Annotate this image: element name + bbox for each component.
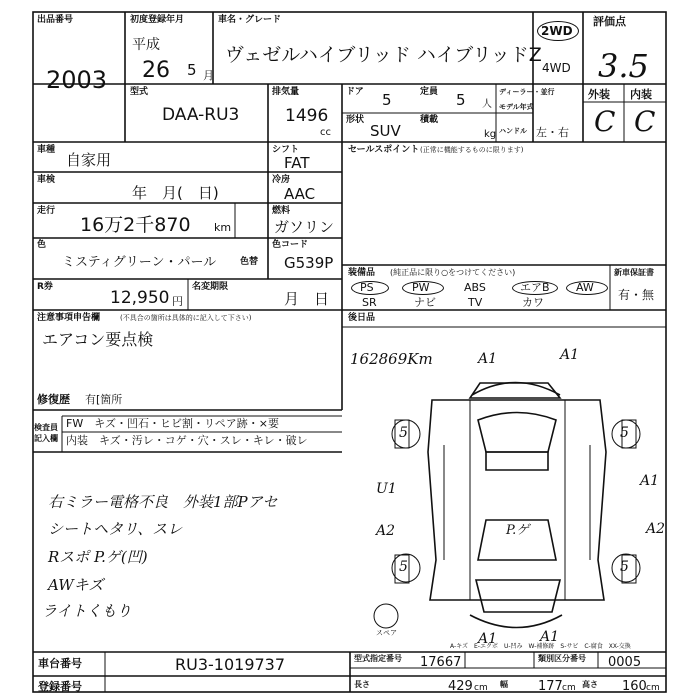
color-label: 色 — [37, 240, 47, 250]
score-label: 評価点 — [593, 15, 626, 28]
shift-label: シフト — [272, 145, 300, 155]
color-code: G539P — [284, 254, 334, 272]
cc-unit: cc — [320, 127, 331, 138]
mark-5-fr: 5 — [620, 425, 629, 441]
mark-a2-right: A2 — [646, 521, 666, 537]
repair-value: 有[箇所 — [85, 393, 123, 406]
equip-abs: ABS — [464, 281, 486, 294]
model-no-label: 型式指定番号 — [354, 654, 402, 663]
first-reg-label: 初度登録年月 — [130, 15, 185, 25]
handle-label: ハンドル — [499, 127, 527, 135]
equipment-hint: (純正品に限り○をつけてください) — [390, 268, 516, 277]
width-unit: cm — [562, 683, 576, 693]
car-name-label: 車名・グレード — [218, 15, 282, 25]
color-code-label: 色コード — [272, 240, 309, 250]
model-no: 17667 — [420, 655, 462, 670]
lot-number: 2003 — [46, 66, 108, 94]
mileage: 16万2千870 — [80, 214, 191, 236]
equip-ps: PS — [360, 281, 374, 294]
caution-hint: (不具合の箇所は具体的に記入して下さい) — [120, 314, 252, 322]
shift: FAT — [284, 154, 310, 172]
note-line-2: シートヘタリ、スレ — [48, 520, 183, 538]
length-unit: cm — [474, 683, 488, 693]
mileage-handwritten: 162869Km — [350, 350, 433, 368]
class-no: 0005 — [608, 655, 642, 670]
ext-label: 外装 — [588, 88, 610, 101]
equip-navi: ナビ — [414, 296, 436, 309]
equip-leather: カワ — [522, 296, 544, 309]
chassis-label: 車台番号 — [38, 657, 82, 670]
mark-a1-rear-left: A1 — [478, 631, 498, 647]
yen-unit: 円 — [172, 295, 183, 308]
caution-label: 注意事項申告欄 — [37, 313, 101, 323]
length: 429 — [448, 679, 473, 694]
new-car-value: 有・無 — [618, 288, 655, 302]
reg-number-label: 登録番号 — [38, 680, 82, 693]
mark-5-fl: 5 — [399, 425, 408, 441]
name-change-date: 月 日 — [284, 290, 330, 308]
inspection: 年 月( 日) — [132, 184, 219, 202]
int-label: 内装 — [630, 88, 652, 101]
ac: AAC — [284, 185, 316, 203]
model: DAA-RU3 — [162, 105, 240, 125]
width-label: 幅 — [500, 680, 508, 689]
mark-a1-rear-right: A1 — [540, 629, 560, 645]
note-line-3: Rスポ P.ゲ(凹) — [48, 548, 148, 566]
usage: 自家用 — [66, 151, 112, 169]
color: ミスティグリーン・パール — [62, 255, 217, 270]
ext-grade: C — [594, 105, 616, 138]
inspector-row-1: FW キズ・凹石・ヒビ割・リペア跡・×要 — [66, 417, 279, 430]
doors: 5 — [382, 91, 392, 109]
displacement: 1496 — [285, 106, 329, 126]
kg-unit: kg — [484, 129, 497, 140]
fuel: ガソリン — [274, 218, 335, 236]
seats-unit: 人 — [482, 99, 492, 110]
length-label: 長さ — [354, 680, 370, 689]
chassis-number: RU3-1019737 — [175, 655, 286, 674]
ac-label: 冷房 — [272, 175, 291, 185]
doors-label: ドア — [346, 87, 364, 97]
car-name: ヴェゼルハイブリッド ハイブリッドZ — [225, 44, 542, 66]
class-label: 類別区分番号 — [538, 654, 586, 663]
height-unit: cm — [646, 683, 660, 693]
equip-pw: PW — [412, 281, 430, 294]
mark-a1-front-right: A1 — [560, 347, 580, 363]
model-label: 型式 — [130, 87, 149, 97]
mark-pg: P.ゲ — [506, 523, 530, 538]
fuel-label: 燃料 — [272, 206, 291, 216]
mark-5-rr: 5 — [620, 559, 629, 575]
equip-tv: TV — [468, 296, 483, 309]
seats-label: 定員 — [420, 87, 439, 97]
usage-label: 車種 — [37, 145, 56, 155]
rear-label: 後日品 — [348, 313, 376, 323]
damage-legend: A-キズ E-エクボ U-凹み W-補修跡 S-サビ C-腐食 XX-交換 — [450, 643, 631, 650]
drive-2wd: 2WD — [541, 24, 573, 38]
handle: 左・右 — [536, 126, 569, 139]
load-label: 積載 — [420, 115, 439, 125]
shape: SUV — [370, 122, 401, 140]
era: 平成 — [132, 37, 160, 53]
height-label: 高さ — [582, 680, 598, 689]
mark-u1: U1 — [376, 481, 397, 497]
mark-a1-front-left: A1 — [478, 351, 498, 367]
new-car-label: 新車保証書 — [614, 268, 654, 277]
spare-label: スペア — [376, 629, 397, 637]
score: 3.5 — [598, 47, 649, 85]
recycle: 12,950 — [110, 288, 170, 308]
repair-label: 修復歴 — [37, 393, 70, 406]
recycle-label: R券 — [37, 282, 53, 292]
inspection-label: 車検 — [37, 175, 56, 185]
inspector-label: 検査員記入欄 — [34, 423, 58, 443]
name-change-label: 名変期限 — [192, 282, 229, 292]
shape-label: 形状 — [346, 115, 365, 125]
note-line-4: AWキズ — [48, 576, 104, 594]
height: 160 — [622, 679, 647, 694]
note-line-5: ライトくもり — [42, 602, 132, 620]
dealer-label: ディーラー・並行 — [499, 88, 555, 96]
equip-aw: AW — [576, 281, 594, 294]
mark-5-rl: 5 — [399, 559, 408, 575]
month-unit: 月 — [203, 69, 214, 82]
reg-month: 5 — [187, 61, 197, 79]
width: 177 — [538, 679, 563, 694]
sales-point-label: セールスポイント — [348, 145, 420, 155]
car-diagram — [374, 383, 640, 629]
seats: 5 — [456, 91, 466, 109]
equipment-label: 装備品 — [348, 268, 376, 278]
lot-label: 出品番号 — [37, 15, 74, 25]
mileage-label: 走行 — [37, 206, 56, 216]
displacement-label: 排気量 — [272, 87, 300, 97]
equip-airbag: エアB — [520, 281, 550, 294]
equip-sr: SR — [362, 296, 377, 309]
mark-a2-left: A2 — [376, 523, 396, 539]
reg-year: 26 — [142, 58, 170, 83]
inspector-row-2: 内装 キズ・汚レ・コゲ・穴・スレ・キレ・破レ — [66, 434, 308, 447]
int-grade: C — [634, 105, 656, 138]
sales-point-hint: (正常に機能するものに限ります) — [420, 146, 524, 154]
color-change-label: 色替 — [240, 257, 259, 267]
note-line-1: 右ミラー電格不良 外装1部Pアセ — [48, 493, 278, 511]
mark-a1-right: A1 — [640, 473, 660, 489]
model-year-label: モデル年式 — [499, 103, 534, 111]
drive-4wd: 4WD — [542, 61, 571, 75]
caution-text: エアコン要点検 — [42, 330, 154, 349]
km-unit: km — [214, 221, 232, 234]
